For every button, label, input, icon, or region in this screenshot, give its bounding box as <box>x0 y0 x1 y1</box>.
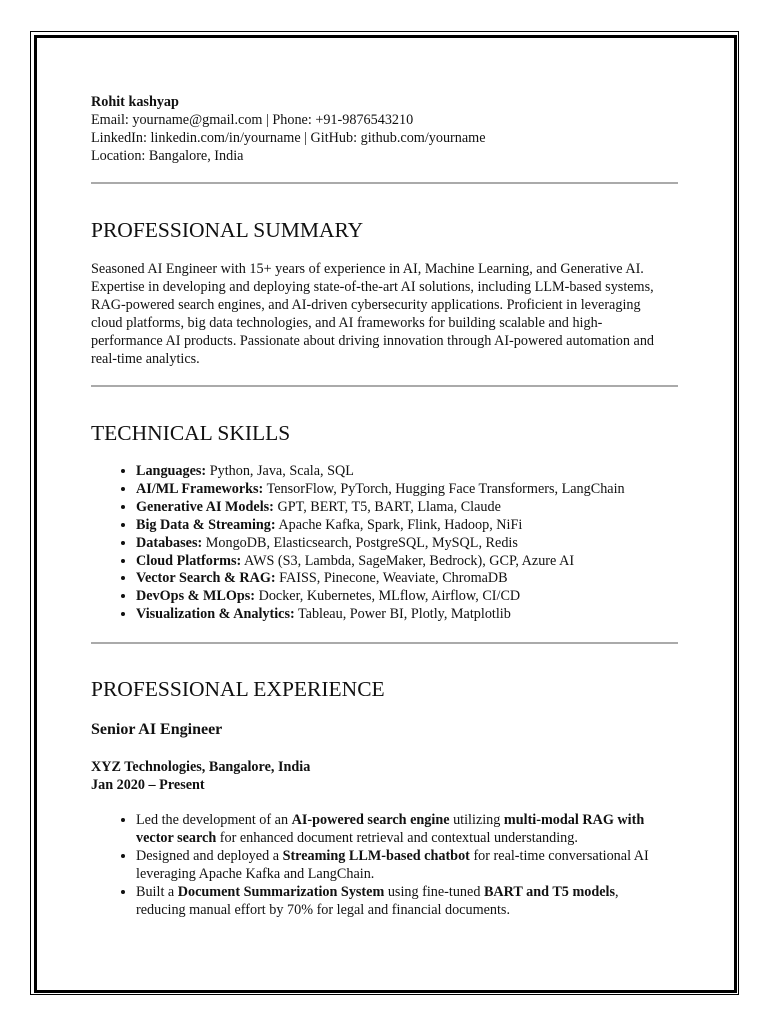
skill-value: Docker, Kubernetes, MLflow, Airflow, CI/CD <box>255 588 521 605</box>
skill-value: FAISS, Pinecone, Weaviate, ChromaDB <box>275 570 508 587</box>
skill-value: Python, Java, Scala, SQL <box>206 463 354 479</box>
summary-heading: PROFESSIONAL SUMMARY <box>91 218 364 242</box>
divider <box>91 642 678 644</box>
job-meta <box>91 759 681 795</box>
skill-item <box>136 588 681 606</box>
skill-item <box>136 517 681 535</box>
candidate-name: Rohit kashyap <box>91 94 179 110</box>
bullet-text: Built a <box>136 883 178 900</box>
contact-block <box>91 94 681 166</box>
bullet-text: utilizing <box>449 812 504 828</box>
bullet-text: Led the development of an <box>136 812 292 828</box>
skill-value: TensorFlow, PyTorch, Hugging Face Transformers, LangChain <box>263 480 625 497</box>
skill-label: Vector Search & RAG: <box>136 570 276 587</box>
bullet-text: for enhanced document retrieval and contextual understanding. <box>216 829 578 846</box>
skill-item <box>136 606 681 624</box>
skill-item <box>136 481 681 499</box>
experience-bullet <box>136 812 671 848</box>
bullet-text: , reducing manual effort by 70% for legal and financial documents. <box>136 883 619 918</box>
skill-value: GPT, BERT, T5, BART, Llama, Claude <box>273 498 501 515</box>
skill-item <box>136 553 681 571</box>
contact-links: LinkedIn: linkedin.com/in/yourname | GitHub: github.com/yourname <box>91 129 486 146</box>
bullet-highlight: BART and T5 models <box>483 883 616 900</box>
bullet-text: for real-time conversational AI leveraging Apache Kafka and LangChain. <box>136 847 649 882</box>
skill-item <box>136 463 681 481</box>
contact-location: Location: Bangalore, India <box>91 147 244 164</box>
skill-label: Databases: <box>136 534 203 551</box>
job-title: Senior AI Engineer <box>91 721 223 738</box>
skill-label: Languages: <box>136 463 207 479</box>
skills-list-container <box>91 463 681 624</box>
skills-list <box>91 463 681 624</box>
bullet-highlight: Document Summarization System <box>177 883 385 900</box>
skill-item <box>136 499 681 517</box>
skill-label: Generative AI Models: <box>136 498 274 515</box>
skill-label: Cloud Platforms: <box>136 552 242 569</box>
experience-bullets-container <box>91 812 671 919</box>
skill-value: Tableau, Power BI, Plotly, Matplotlib <box>294 606 511 623</box>
skill-label: DevOps & MLOps: <box>136 588 256 605</box>
skill-value: Apache Kafka, Spark, Flink, Hadoop, NiFi <box>275 516 523 533</box>
skills-heading: TECHNICAL SKILLS <box>91 421 291 445</box>
bullet-highlight: Streaming LLM-based chatbot <box>282 847 470 864</box>
bullet-highlight: AI-powered search engine <box>291 812 450 828</box>
skill-value: MongoDB, Elasticsearch, PostgreSQL, MySQL, Redis <box>202 534 518 551</box>
experience-bullet <box>136 848 671 884</box>
job-dates: Jan 2020 – Present <box>91 776 205 793</box>
bullet-text: Designed and deployed a <box>136 847 283 864</box>
experience-bullet <box>136 884 671 920</box>
divider <box>91 182 678 184</box>
skill-label: AI/ML Frameworks: <box>136 480 264 497</box>
skill-label: Visualization & Analytics: <box>136 606 295 623</box>
summary-text: Seasoned AI Engineer with 15+ years of experience in AI, Machine Learning, and Generative AI. Expertise in developing and deploying state-of-the-art AI solutions, including LLM-based systems, RAG-powered search engines, and AI-driven cybersecurity applications. Proficient in leveraging cloud platforms, big data technologies, and AI frameworks for building scalable and high-performance AI products. Passionate about driving innovation through AI-powered automation and real-time analytics. <box>91 261 655 367</box>
experience-bullets <box>91 812 671 919</box>
skill-item <box>136 570 681 588</box>
contact-email-phone: Email: yourname@gmail.com | Phone: +91-9876543210 <box>91 111 414 128</box>
experience-heading: PROFESSIONAL EXPERIENCE <box>91 677 385 701</box>
skill-item <box>136 535 681 553</box>
skill-label: Big Data & Streaming: <box>136 516 276 533</box>
divider <box>91 385 678 387</box>
skill-value: AWS (S3, Lambda, SageMaker, Bedrock), GCP, Azure AI <box>241 552 575 569</box>
company: XYZ Technologies, Bangalore, India <box>91 759 311 775</box>
bullet-text: using fine-tuned <box>384 883 484 900</box>
bullet-highlight: multi-modal RAG with vector search <box>136 812 645 846</box>
